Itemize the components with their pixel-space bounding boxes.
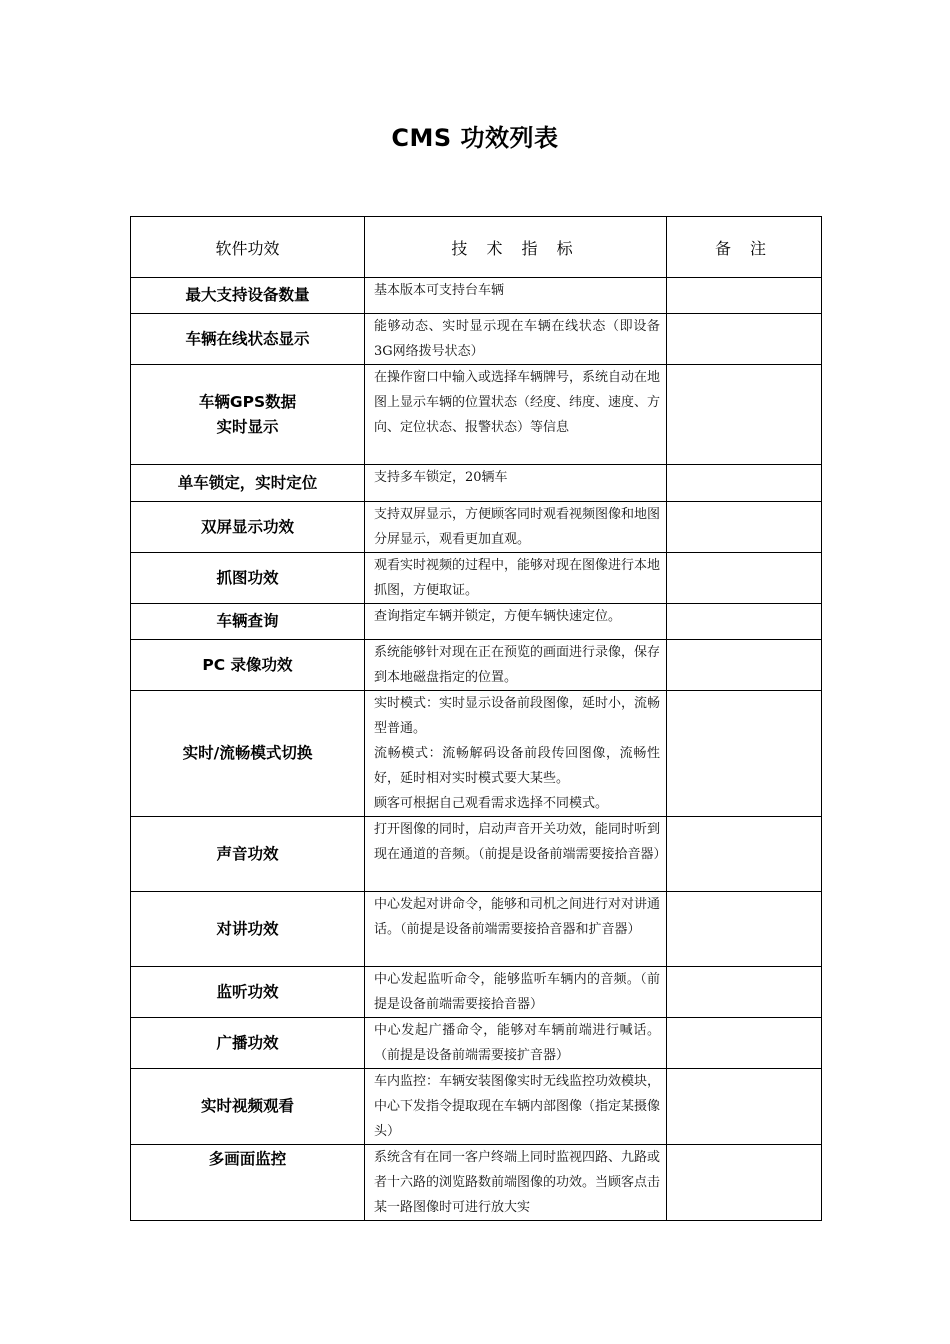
feature-label: 抓图功效 — [216, 568, 279, 587]
note-cell — [667, 502, 822, 553]
spec-cell — [365, 1018, 667, 1069]
spec-text: 系统含有在同一客户终端上同时监视四路、九路或者十六路的浏览路数前端图像的功效。当顾客点击某一路图像时可进行放大实 — [374, 1150, 661, 1215]
spec-text: 在操作窗口中输入或选择车辆牌号，系统自动在地图上显示车辆的位置状态（经度、纬度、速度、方向、定位状态、报警状态）等信息 — [374, 370, 661, 435]
spec-text: 基本版本可支持台车辆 — [374, 283, 505, 298]
table-row — [131, 1145, 822, 1221]
table-row — [131, 640, 822, 691]
spec-cell — [365, 1145, 667, 1221]
note-cell — [667, 640, 822, 691]
feature-cell — [131, 502, 365, 553]
table-row — [131, 365, 822, 465]
feature-label: 对讲功效 — [216, 919, 279, 938]
feature-cell — [131, 314, 365, 365]
feature-label: 多画面监控 — [208, 1150, 287, 1168]
feature-label: 实时/流畅模式切换 — [182, 744, 313, 762]
spec-cell — [365, 892, 667, 967]
feature-label: 实时视频观看 — [200, 1097, 294, 1115]
spec-cell — [365, 465, 667, 502]
feature-cell — [131, 553, 365, 604]
feature-cell — [131, 967, 365, 1018]
feature-cell — [131, 1018, 365, 1069]
table-row — [131, 465, 822, 502]
table-row — [131, 691, 822, 817]
note-cell — [667, 691, 822, 817]
table-row — [131, 502, 822, 553]
spec-text: 实时模式：实时显示设备前段图像，延时小，流畅型普通。 — [374, 696, 661, 736]
feature-label: 车辆GPS数据 — [198, 392, 297, 411]
feature-cell — [131, 604, 365, 640]
feature-label: 双屏显示功效 — [200, 517, 294, 536]
feature-label: 单车锁定，实时定位 — [177, 473, 318, 492]
table-row — [131, 892, 822, 967]
note-cell — [667, 465, 822, 502]
feature-label: PC 录像功效 — [202, 655, 293, 674]
feature-cell — [131, 465, 365, 502]
feature-cell — [131, 640, 365, 691]
feature-cell — [131, 278, 365, 314]
feature-label: 实时显示 — [216, 417, 279, 436]
table-row — [131, 967, 822, 1018]
feature-label: 监听功效 — [216, 982, 279, 1001]
table-row — [131, 314, 822, 365]
spec-text: 中心发起对讲命令，能够和司机之间进行对对讲通话。（前提是设备前端需要接拾音器和扩音器） — [374, 897, 661, 937]
table-row — [131, 1069, 822, 1145]
spec-cell — [365, 967, 667, 1018]
spec-text: 系统能够针对现在正在预览的画面进行录像，保存到本地磁盘指定的位置。 — [374, 645, 661, 685]
table-row — [131, 278, 822, 314]
spec-text: 查询指定车辆并锁定，方便车辆快速定位。 — [374, 609, 622, 624]
spec-cell — [365, 502, 667, 553]
feature-table — [130, 216, 822, 1221]
feature-label: 最大支持设备数量 — [185, 286, 310, 304]
spec-text: 能够动态、实时显示现在车辆在线状态（即设备3G网络拨号状态） — [374, 319, 660, 359]
spec-text: 车内监控：车辆安装图像实时无线监控功效模块，中心下发指令提取现在车辆内部图像（指定某摄像头） — [374, 1074, 661, 1139]
feature-label: 声音功效 — [216, 844, 279, 863]
spec-text: 支持双屏显示，方便顾客同时观看视频图像和地图分屏显示，观看更加直观。 — [374, 507, 661, 547]
table-row — [131, 604, 822, 640]
note-cell — [667, 1145, 822, 1221]
spec-cell — [365, 278, 667, 314]
page-title: CMS 功效列表 — [391, 124, 559, 152]
spec-text: 打开图像的同时，启动声音开关功效，能同时听到现在通道的音频。（前提是设备前端需要接拾音器） — [374, 822, 667, 862]
note-cell — [667, 604, 822, 640]
feature-cell — [131, 1145, 365, 1221]
spec-text: 顾客可根据自己观看需求选择不同模式。 — [374, 796, 609, 811]
note-cell — [667, 1018, 822, 1069]
spec-cell — [365, 640, 667, 691]
spec-text: 支持多车锁定，20辆车 — [374, 470, 508, 485]
feature-cell — [131, 1069, 365, 1145]
spec-text: 中心发起广播命令，能够对车辆前端进行喊话。（前提是设备前端需要接扩音器） — [374, 1023, 660, 1063]
header-note: 备 注 — [667, 217, 822, 278]
note-cell — [667, 967, 822, 1018]
note-cell — [667, 1069, 822, 1145]
feature-cell — [131, 365, 365, 465]
note-cell — [667, 314, 822, 365]
header-feature: 软件功效 — [131, 217, 365, 278]
feature-cell — [131, 892, 365, 967]
spec-cell — [365, 365, 667, 465]
note-cell — [667, 553, 822, 604]
spec-text: 流畅模式：流畅解码设备前段传回图像，流畅性好，延时相对实时模式要大某些。 — [374, 746, 660, 786]
table-header-row — [131, 217, 822, 278]
spec-cell — [365, 553, 667, 604]
feature-label: 车辆在线状态显示 — [185, 329, 310, 348]
spec-text: 中心发起监听命令，能够监听车辆内的音频。（前提是设备前端需要接拾音器） — [374, 972, 660, 1012]
note-cell — [667, 892, 822, 967]
header-spec: 技 术 指 标 — [365, 217, 667, 278]
spec-cell — [365, 1069, 667, 1145]
spec-cell — [365, 691, 667, 817]
note-cell — [667, 817, 822, 892]
spec-cell — [365, 817, 667, 892]
table-row — [131, 817, 822, 892]
note-cell — [667, 365, 822, 465]
spec-cell — [365, 314, 667, 365]
spec-cell — [365, 604, 667, 640]
table-row — [131, 1018, 822, 1069]
feature-label: 车辆查询 — [216, 612, 279, 630]
table-row — [131, 553, 822, 604]
note-cell — [667, 278, 822, 314]
feature-cell — [131, 691, 365, 817]
spec-text: 观看实时视频的过程中，能够对现在图像进行本地抓图，方便取证。 — [374, 558, 661, 598]
feature-label: 广播功效 — [216, 1033, 279, 1052]
feature-cell — [131, 817, 365, 892]
